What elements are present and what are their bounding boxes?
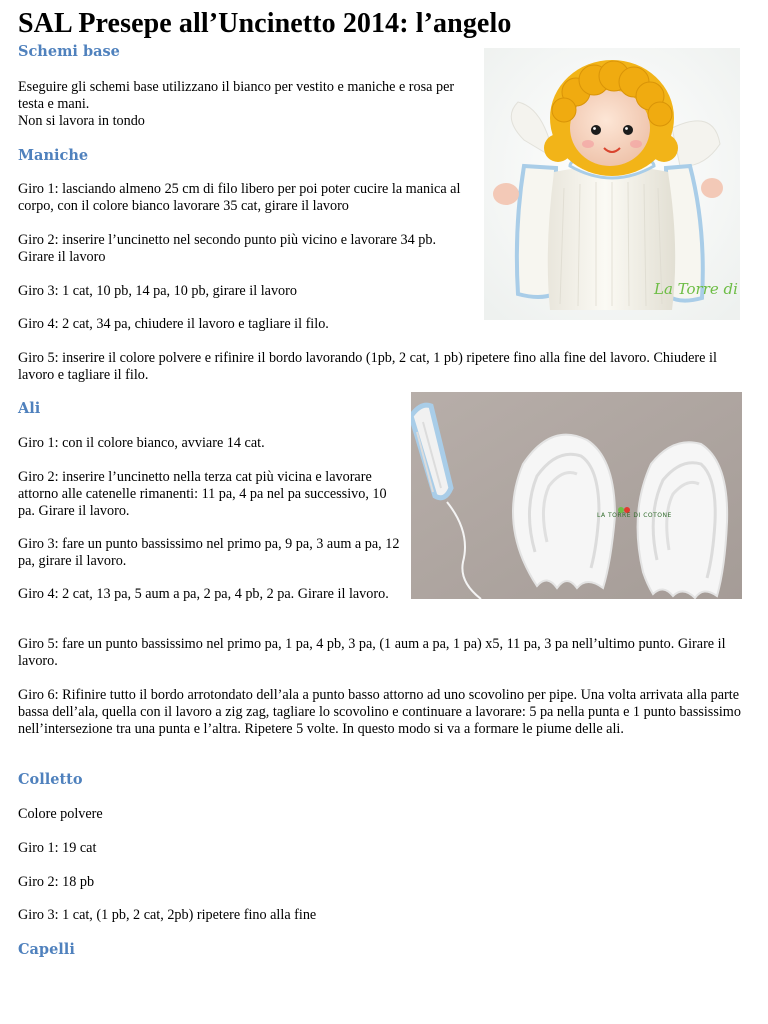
- colletto-giro-3: Giro 3: 1 cat, (1 pb, 2 cat, 2pb) ripetere fino alla fine: [18, 907, 317, 923]
- maniche-giro-2: Giro 2: inserire l’uncinetto nel secondo punto più vicino e lavorare 34 pb. Girare il lavoro: [18, 232, 437, 265]
- wings-photo-watermark: LA TORRE DI COTONE: [597, 512, 672, 519]
- heading-colletto: Colletto: [18, 771, 83, 788]
- ali-giro-3: Giro 3: fare un punto bassissimo nel primo pa, 9 pa, 3 aum a pa, 12 pa, girare il lavoro.: [18, 536, 400, 569]
- page-title: SAL Presepe all’Uncinetto 2014: l’angelo: [18, 8, 512, 39]
- ali-giro-6: Giro 6: Rifinire tutto il bordo arrotondato dell’ala a punto basso attorno ad uno scovolino per pipe. Una volta arrivata alla parte bassa dell’ala, quella con il lavoro a zig zag, tagliare lo scovolino e continuare a lavorare: 5 pa nella punta e 1 punto bassissimo nell’intersezione tra una punta e l’altra. Ripetere 5 volte. In questo modo si va a formare le piume delle ali.: [18, 687, 741, 737]
- heading-ali: Ali: [18, 400, 41, 417]
- schemi-base-text-1: Eseguire gli schemi base utilizzano il bianco per vestito e maniche e rosa per testa e mani.: [18, 79, 455, 112]
- colletto-giro-2: Giro 2: 18 pb: [18, 874, 95, 890]
- heading-maniche: Maniche: [18, 147, 89, 164]
- maniche-giro-4: Giro 4: 2 cat, 34 pa, chiudere il lavoro e tagliare il filo.: [18, 316, 329, 332]
- maniche-giro-5: Giro 5: inserire il colore polvere e rifinire il bordo lavorando (1pb, 2 cat, 1 pb) ripetere fino alla fine del lavoro. Chiudere il lavoro e tagliare il filo.: [18, 350, 717, 383]
- schemi-base-text-2: Non si lavora in tondo: [18, 113, 145, 129]
- ali-giro-5: Giro 5: fare un punto bassissimo nel primo pa, 1 pa, 4 pb, 3 pa, (1 aum a pa, 1 pa) x5, 11 pa, 3 pa nell’ultimo punto. Girare il lavoro.: [18, 636, 726, 669]
- colletto-colore: Colore polvere: [18, 806, 103, 822]
- heading-schemi-base: Schemi base: [18, 43, 120, 60]
- ali-giro-4: Giro 4: 2 cat, 13 pa, 5 aum a pa, 2 pa, 4 pb, 2 pa. Girare il lavoro.: [18, 586, 389, 602]
- heading-capelli: Capelli: [18, 941, 75, 958]
- maniche-giro-1: Giro 1: lasciando almeno 25 cm di filo libero per poi poter cucire la manica al corpo, con il colore bianco lavorare 35 cat, girare il lavoro: [18, 181, 461, 214]
- ali-giro-1: Giro 1: con il colore bianco, avviare 14 cat.: [18, 435, 265, 451]
- ali-giro-2: Giro 2: inserire l’uncinetto nella terza cat più vicina e lavorare attorno alle catenelle rimanenti: 11 pa, 4 pa nel pa successivo, 10 pa. Girare il lavoro.: [18, 469, 387, 519]
- wings-photo: [411, 392, 742, 599]
- angel-photo-watermark: La Torre di: [654, 280, 738, 298]
- angel-photo: [484, 48, 740, 320]
- colletto-giro-1: Giro 1: 19 cat: [18, 840, 97, 856]
- maniche-giro-3: Giro 3: 1 cat, 10 pb, 14 pa, 10 pb, girare il lavoro: [18, 283, 297, 299]
